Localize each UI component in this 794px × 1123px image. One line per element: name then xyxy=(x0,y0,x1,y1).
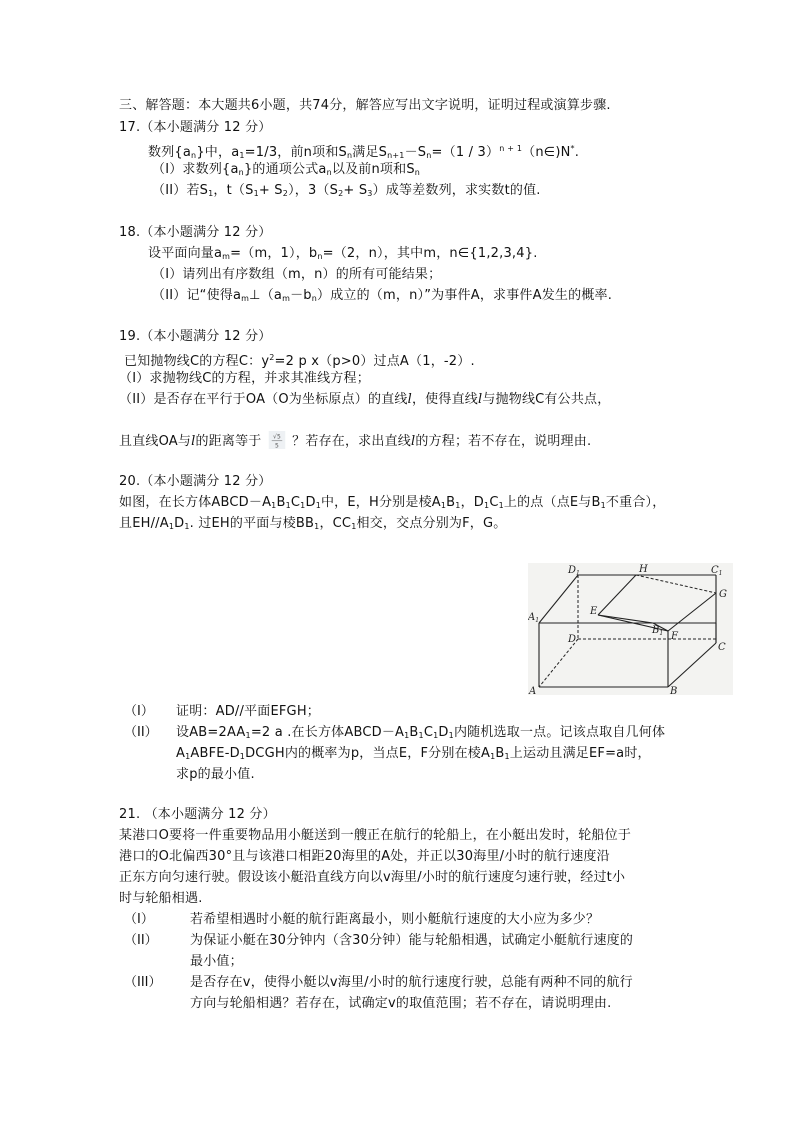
label-G: G xyxy=(719,589,727,600)
q20-part1: 证明：AD//平面EFGH； xyxy=(176,704,321,719)
label-B1: $B_1$ xyxy=(652,625,664,637)
label-E: E xyxy=(590,606,598,617)
q21-part1-label: （I） xyxy=(124,912,154,927)
label-D1: $D_1$ xyxy=(568,565,580,577)
cuboid-figure xyxy=(528,563,733,695)
q20-part2-line3: 求p的最小值. xyxy=(176,767,255,782)
q18-part1: （I）请列出有序数组（m，n）的所有可能结果； xyxy=(152,267,442,282)
q20-statement-line1: 如图，在长方体$ABCD-A_1B_1C_1D_1$中，E，H分别是棱$A_1B_1$，$D_1C_1$上的点（点E与$B_1$不重合）， xyxy=(119,495,666,510)
q21-statement-line2: 港口的O北偏西30°且与该港口相距20海里的A处，并正以30海里/小时的航行速度沿 xyxy=(119,849,610,864)
fraction-denominator: 5 xyxy=(274,442,279,449)
q18-part2: （II）记“使得$a_m\perp(a_m-b_n)$成立的（m，n）”为事件A，求事件A发生的概率. xyxy=(152,288,613,303)
label-A1: $A_1$ xyxy=(528,612,540,624)
q21-statement-line4: 时与轮船相遇. xyxy=(119,891,203,906)
fraction-numerator: √5 xyxy=(272,433,281,441)
q20-part1-label: （I） xyxy=(124,704,154,719)
label-B: B xyxy=(670,686,678,695)
q21-part3-line1: 是否存在v，使得小艇以v海里/小时的航行速度行驶，总能有两种不同的航行 xyxy=(190,975,633,990)
q21-part3-label: （III） xyxy=(124,975,162,990)
q21-header: 21. （本小题满分 12 分） xyxy=(119,807,276,822)
q17-part2: （II）若$S_1$，$t(S_1+ S_2)$，$3(S_2+ S_3)$成等差数列，求实数t的值. xyxy=(152,183,541,198)
q21-part2-line1: 为保证小艇在30分钟内（含30分钟）能与轮船相遇，试确定小艇航行速度的 xyxy=(190,933,634,948)
q20-statement-line2: 且$EH//A_1D_1$. 过EH的平面与棱$BB_1$，$CC_1$相交，交点分别为F，G。 xyxy=(119,516,507,531)
q19-part2-cont: 且直线OA与l的距离等于 √5 5 ？若存在，求出直线l的方程；若不存在，说明理由. xyxy=(119,431,591,451)
q21-part1: 若希望相遇时小艇的航行距离最小，则小艇航行速度的大小应为多少？ xyxy=(190,912,600,927)
q17-statement: 数列$\{a_n\}$中，$a_1=1/3$，前n项和$S_n$满足$S_{n+1}-S_n=(1$ / 3）$^{n + 1}$（n∈)N*. xyxy=(148,144,580,160)
q18-header: 18.（本小题满分 12 分） xyxy=(119,225,272,240)
q17-part1: （I）求数列$\{a_n\}$的通项公式$a_n$以及前n项和$S_n$ xyxy=(152,162,421,177)
section-title: 三、解答题：本大题共6小题，共74分，解答应写出文字说明，证明过程或演算步骤. xyxy=(119,98,611,113)
q19-statement: 已知抛物线C的方程C：$y^2=2$ p x（p>0）过点A（1，-2）. xyxy=(124,353,475,369)
q21-part2-label: （II） xyxy=(124,933,158,948)
q19-part1: （I）求抛物线C的方程，并求其准线方程； xyxy=(119,371,370,386)
label-F: F xyxy=(671,631,678,642)
q19-header: 19.（本小题满分 12 分） xyxy=(119,329,272,344)
q21-part2-line2: 最小值； xyxy=(190,954,243,969)
q21-part3-line2: 方向与轮船相遇？若存在，试确定v的取值范围；若不存在，请说明理由. xyxy=(190,996,612,1011)
label-D: D xyxy=(568,634,577,645)
q17-header: 17.（本小题满分 12 分） xyxy=(119,120,272,135)
label-C1: $C_1$ xyxy=(711,565,723,577)
q18-statement: 设平面向量$a_m=(m$，1），$b_n=(2$，n），其中m，n∈{1,2,3,4}. xyxy=(148,246,538,261)
q21-statement-line3: 正东方向匀速行驶。假设该小艇沿直线方向以v海里/小时的航行速度匀速行驶，经过t小 xyxy=(119,870,626,885)
q19-part2: （II）是否存在平行于OA（O为坐标原点）的直线l，使得直线l与抛物线C有公共点， xyxy=(119,392,611,407)
q20-part2-line2: $A_1ABFE-D_1DCGH$内的概率为p，当点E，F分别在棱$A_1B_1$上运动且满足EF=a时， xyxy=(176,746,651,761)
q20-header: 20.（本小题满分 12 分） xyxy=(119,474,272,489)
sqrt5-over-5-fraction xyxy=(266,431,288,449)
q21-statement-line1: 某港口O要将一件重要物品用小艇送到一艘正在航行的轮船上，在小艇出发时，轮船位于 xyxy=(119,828,632,843)
label-C: C xyxy=(718,642,726,653)
label-H: H xyxy=(639,564,648,575)
label-A: A xyxy=(529,686,537,695)
q20-part2-label: （II） xyxy=(124,725,158,740)
q20-part2-line1: 设$AB=2AA_1=2$ a .在长方体$ABCD-A_1B_1C_1D_1$内随机选取一点。记该点取自几何体 xyxy=(176,725,666,740)
